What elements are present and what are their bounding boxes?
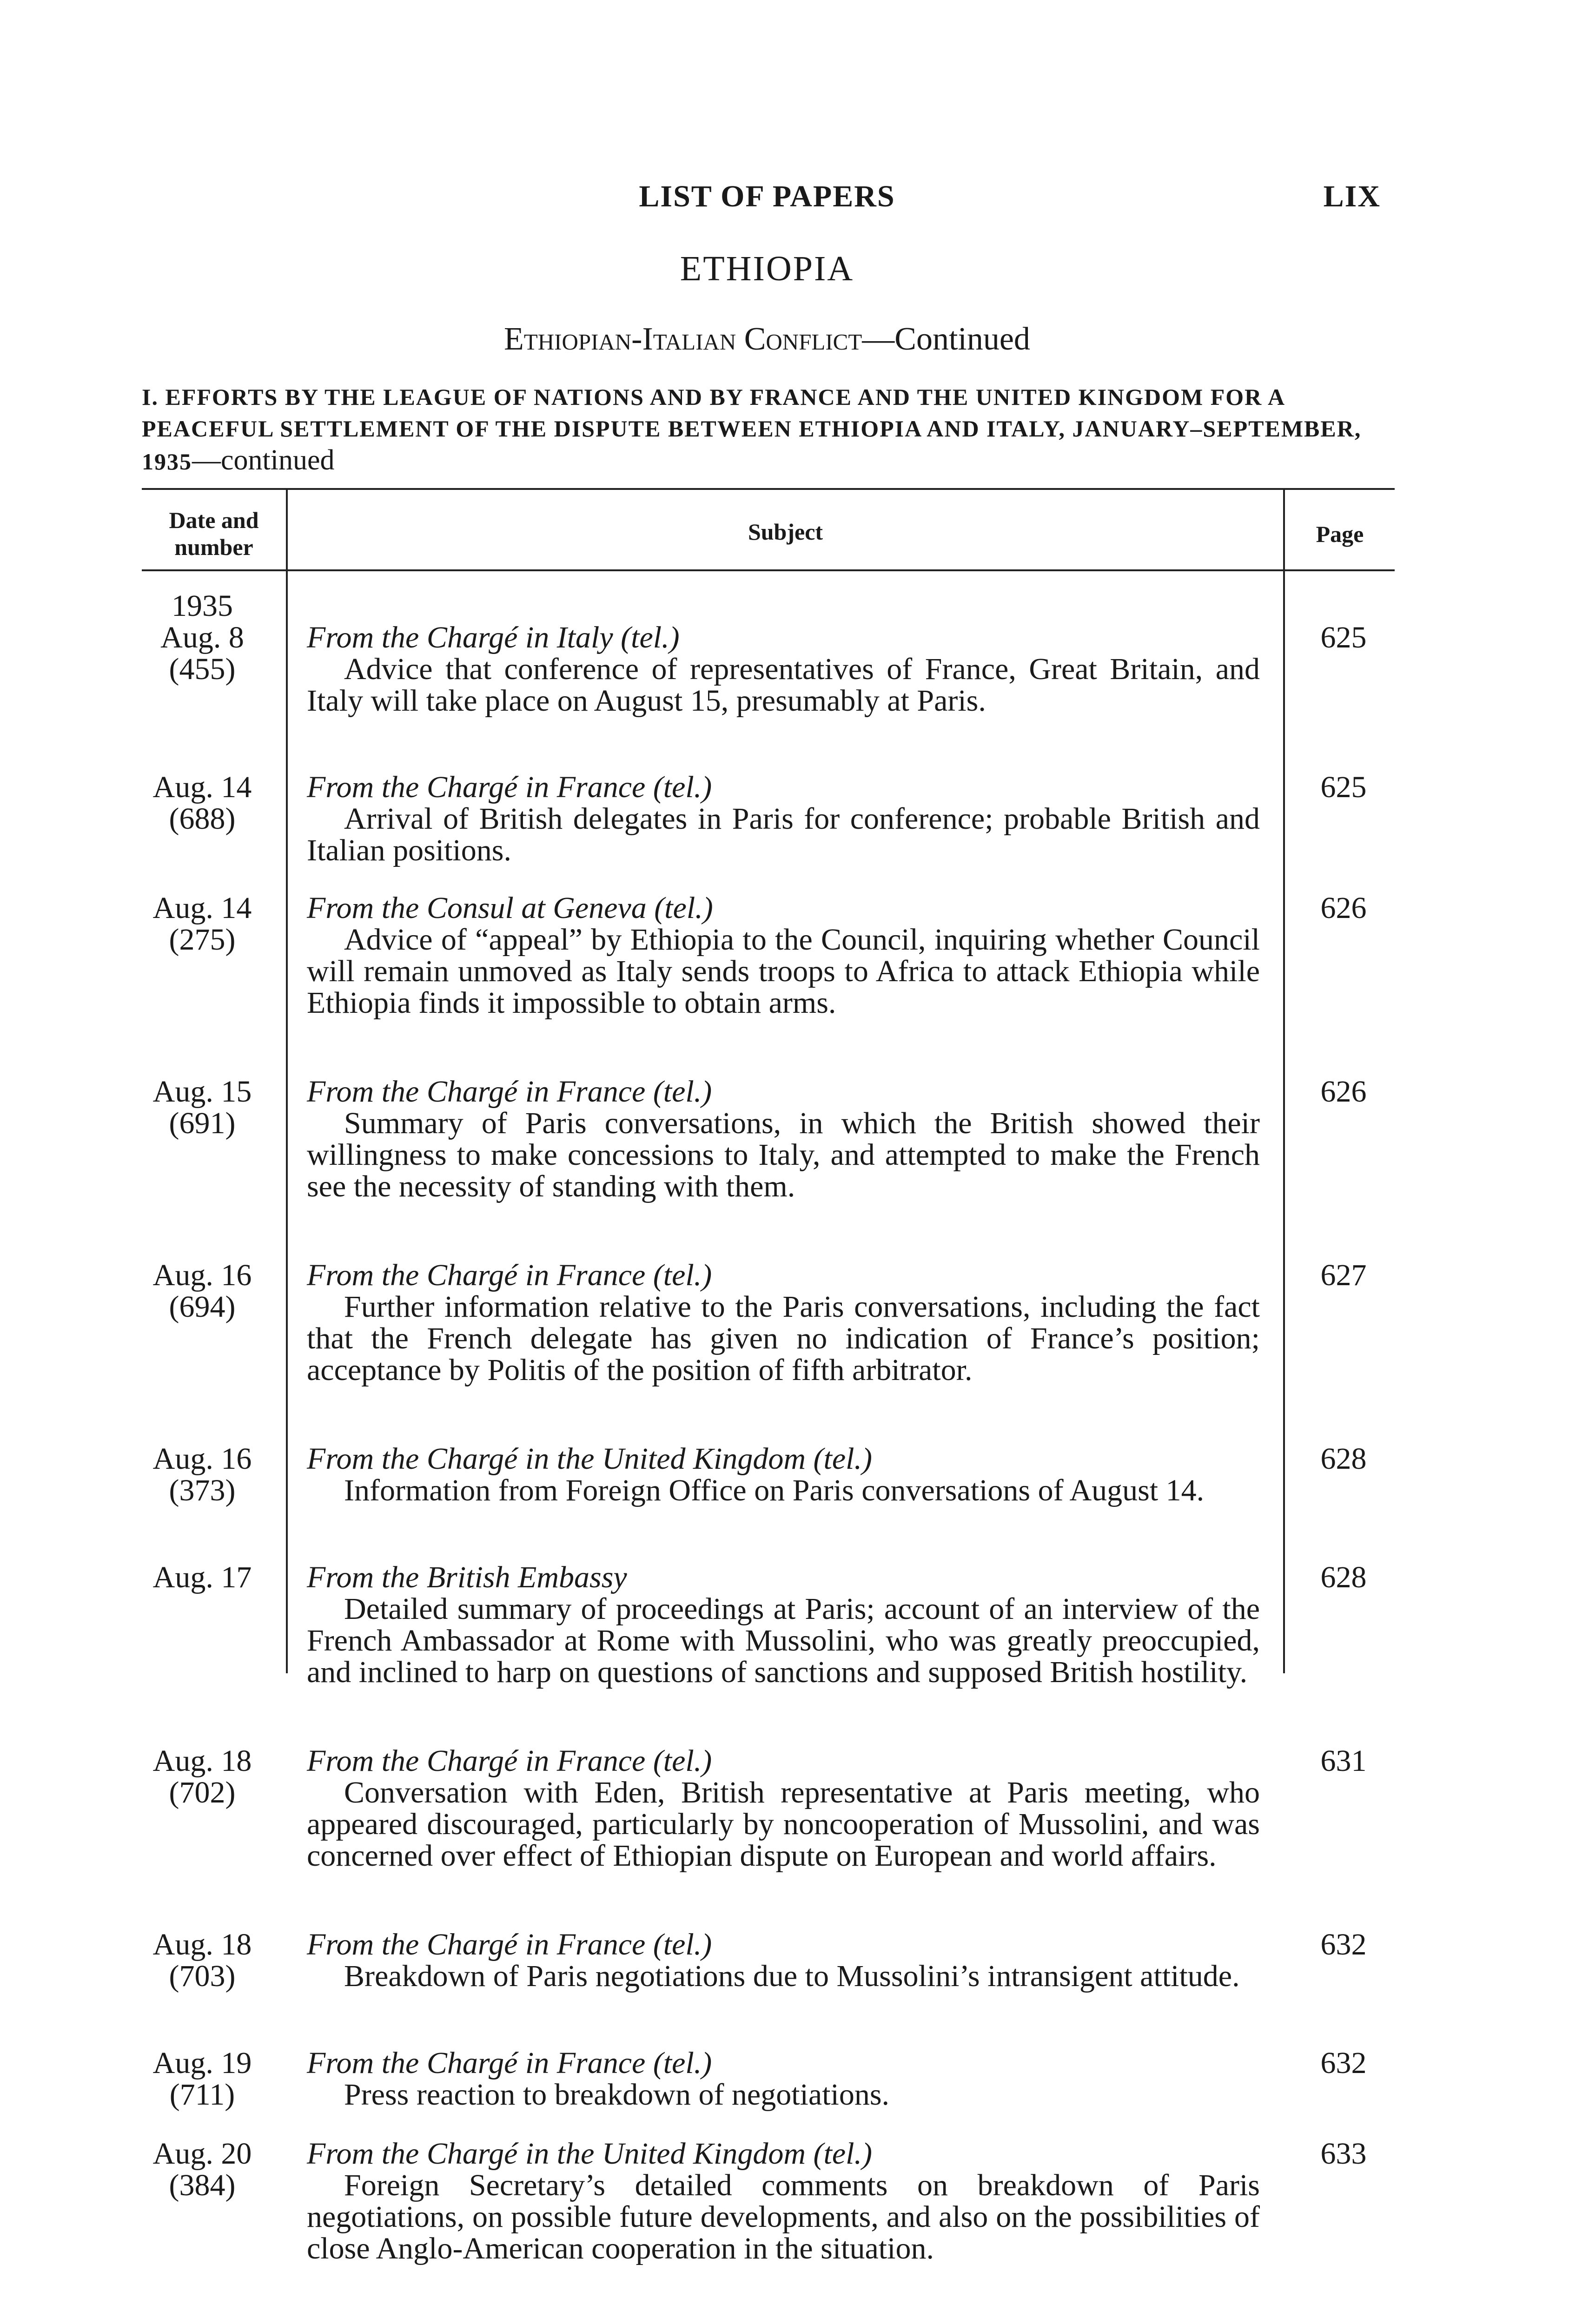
date-cell: [142, 1929, 263, 1992]
entry-number: (455): [169, 652, 236, 686]
date-cell: [142, 892, 263, 956]
date-cell: [142, 2138, 263, 2201]
country-heading: ETHIOPIA: [680, 249, 854, 288]
entry-source: From the British Embassy: [307, 1560, 627, 1594]
subject-cell: [307, 1562, 1260, 1688]
entry-date: Aug. 17: [152, 1560, 252, 1594]
subject-cell: [307, 2138, 1260, 2265]
header-rule-date: [142, 569, 286, 571]
entry-number: (711): [169, 2078, 235, 2112]
year-label: 1935: [172, 589, 233, 623]
entry-date: Aug. 18: [152, 1928, 252, 1961]
entry-page: 631: [1320, 1744, 1367, 1778]
entry-source: From the Chargé in France (tel.): [307, 1928, 712, 1961]
column-header-date: Date and number: [169, 507, 259, 560]
running-head: [0, 179, 1569, 216]
entry-summary: Further information relative to the Paris conversations, including the fact that the French delegate has given no indication of France’s position; acceptance by Politis of the position of fifth arbitrator.: [307, 1290, 1260, 1387]
section-number: I.: [142, 384, 159, 410]
entry-date: Aug. 16: [152, 1258, 252, 1292]
date-cell: [142, 1260, 263, 1323]
column-header-subject: Subject: [748, 519, 823, 545]
subject-cell: [307, 892, 1260, 1019]
entry-source: From the Chargé in the United Kingdom (tel.): [307, 2137, 872, 2171]
entry-summary: Arrival of British delegates in Paris for conference; probable British and Italian positions.: [307, 802, 1260, 867]
entry-page: 625: [1320, 770, 1367, 804]
subject-cell: [307, 1929, 1260, 1992]
entry-page: 627: [1320, 1258, 1367, 1292]
entry-summary: Information from Foreign Office on Paris conversations of August 14.: [344, 1473, 1205, 1507]
running-title: LIST OF PAPERS: [639, 179, 895, 213]
table-top-rule: [142, 488, 1395, 490]
entry-source: From the Chargé in France (tel.): [307, 1258, 712, 1292]
entry-page: 628: [1320, 1560, 1367, 1594]
entry-page: 633: [1320, 2137, 1367, 2171]
entry-number: (703): [169, 1959, 236, 1993]
subject-cell: [307, 1076, 1260, 1202]
entry-page: 626: [1320, 891, 1367, 925]
entry-source: From the Chargé in France (tel.): [307, 1075, 712, 1109]
date-cell: [142, 1076, 263, 1139]
entry-source: From the Chargé in France (tel.): [307, 2046, 712, 2080]
date-cell: [142, 1745, 263, 1809]
entry-date: Aug. 8: [160, 621, 244, 654]
section-heading: [142, 381, 1397, 477]
entry-date: Aug. 14: [152, 770, 252, 804]
date-cell: [142, 772, 263, 835]
header-rule-subject: [288, 569, 1283, 571]
subject-cell: [307, 1443, 1260, 1506]
page-number: LIX: [1323, 179, 1381, 213]
chapter-suffix: —Continued: [862, 321, 1030, 357]
entry-source: From the Chargé in Italy (tel.): [307, 621, 680, 654]
entry-number: (688): [169, 802, 236, 836]
entry-number: (373): [169, 1473, 236, 1507]
date-cell: [142, 1443, 263, 1506]
entry-summary: Breakdown of Paris negotiations due to Mussolini’s intransigent attitude.: [344, 1959, 1240, 1993]
date-cell: [142, 622, 263, 685]
date-cell: [142, 1562, 263, 1593]
entry-summary: Summary of Paris conversations, in which the British showed their willingness to make concessions to Italy, and attempted to make the French see the necessity of standing with them.: [307, 1106, 1260, 1203]
entry-source: From the Chargé in France (tel.): [307, 1744, 712, 1778]
entry-date: Aug. 19: [152, 2046, 252, 2080]
entry-summary: Detailed summary of proceedings at Paris; account of an interview of the French Ambassador at Rome with Mussolini, who was greatly preoccupied, and inclined to harp on questions of sanctions and supposed British hostility.: [307, 1592, 1260, 1689]
entry-number: (384): [169, 2168, 236, 2202]
entry-page: 632: [1320, 1928, 1367, 1961]
entry-summary: Advice that conference of representatives of France, Great Britain, and Italy will take place on August 15, presumably at Paris.: [307, 652, 1260, 718]
column-header-page: Page: [1316, 521, 1364, 547]
entry-date: Aug. 16: [152, 1442, 252, 1476]
subject-cell: [307, 772, 1260, 866]
chapter-title: Ethiopian-Italian Conflict: [504, 321, 862, 357]
section-title: EFFORTS BY THE LEAGUE OF NATIONS AND BY FRANCE AND THE UNITED KINGDOM FOR A PEACEFUL SETTLEMENT OF THE DISPUTE BETWEEN ETHIOPIA AND ITALY, JANUARY–SEPTEMBER, 1935: [142, 384, 1362, 475]
section-continued: —continued: [192, 444, 335, 476]
entry-date: Aug. 15: [152, 1075, 252, 1109]
chapter-heading: [0, 321, 1534, 358]
entry-page: 628: [1320, 1442, 1367, 1476]
subject-cell: [307, 2047, 1260, 2111]
entry-date: Aug. 18: [152, 1744, 252, 1778]
subject-cell: [307, 1745, 1260, 1872]
entry-date: Aug. 20: [152, 2137, 252, 2171]
entry-summary: Press reaction to breakdown of negotiations.: [344, 2078, 890, 2112]
entry-number: (275): [169, 923, 236, 957]
entry-summary: Foreign Secretary’s detailed comments on breakdown of Paris negotiations, on possible future developments, and also on the possibilities of close Anglo-American cooperation in the situation.: [307, 2168, 1260, 2265]
header-rule-page: [1285, 569, 1395, 571]
entry-date: Aug. 14: [152, 891, 252, 925]
entry-number: (694): [169, 1290, 236, 1324]
subject-cell: [307, 1260, 1260, 1386]
entry-page: 625: [1320, 621, 1367, 654]
entry-source: From the Chargé in France (tel.): [307, 770, 712, 804]
entry-source: From the Consul at Geneva (tel.): [307, 891, 713, 925]
entry-number: (702): [169, 1776, 236, 1809]
entry-summary: Advice of “appeal” by Ethiopia to the Council, inquiring whether Council will remain unmoved as Italy sends troops to Africa to attack Ethiopia while Ethiopia finds it impossible to obtain arms.: [307, 923, 1260, 1020]
entry-summary: Conversation with Eden, British representative at Paris meeting, who appeared discouraged, particularly by noncooperation of Mussolini, and was concerned over effect of Ethiopian dispute on European and world affairs.: [307, 1776, 1260, 1873]
entry-page: 632: [1320, 2046, 1367, 2080]
entry-source: From the Chargé in the United Kingdom (tel.): [307, 1442, 872, 1476]
entry-page: 626: [1320, 1075, 1367, 1109]
date-cell: [142, 2047, 263, 2111]
entries-list: [0, 590, 1569, 2324]
entry-number: (691): [169, 1106, 236, 1140]
subject-cell: [307, 622, 1260, 717]
